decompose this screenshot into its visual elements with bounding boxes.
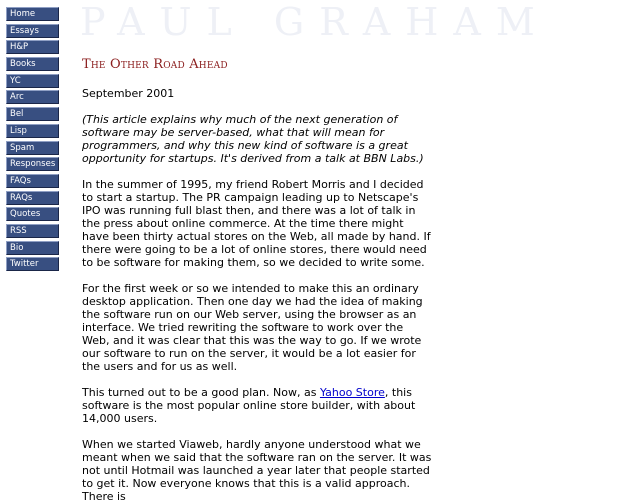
article-paragraph-3 bbox=[82, 386, 434, 425]
article-paragraph-4: When we started Viaweb, hardly anyone understood what we meant when we said that the software ran on the server. It was not until Hotmail was launched a year later that people started to get it. Now everyone knows that this is a valid approach. There is bbox=[82, 438, 432, 503]
nav-responses-button[interactable]: Responses bbox=[6, 157, 59, 171]
nav-lisp-button[interactable]: Lisp bbox=[6, 124, 59, 138]
nav-hackers-painters-button[interactable]: H&P bbox=[6, 40, 59, 54]
nav-faqs-button[interactable]: FAQs bbox=[6, 174, 59, 188]
paragraph-text: This turned out to be a good plan. Now, as bbox=[82, 386, 320, 399]
nav-quotes-button[interactable]: Quotes bbox=[6, 207, 59, 221]
nav-arc-button[interactable]: Arc bbox=[6, 90, 59, 104]
yahoo-store-link[interactable]: Yahoo Store bbox=[319, 386, 385, 399]
article-content bbox=[82, 52, 434, 503]
nav-essays-button[interactable]: Essays bbox=[6, 24, 59, 38]
sidebar-nav bbox=[6, 7, 59, 274]
nav-bel-button[interactable]: Bel bbox=[6, 107, 59, 121]
article-paragraph-2: For the first week or so we intended to make this an ordinary desktop application. Then one day we had the idea of making the software run on our Web server, using the browser as an interface. We tried rewriting the software to work over the Web, and it was clear that this was the way to go. If we wrote our software to run on the server, it would be a lot easier for the users and for us as well. bbox=[82, 282, 423, 373]
nav-books-button[interactable]: Books bbox=[6, 57, 59, 71]
article-intro: (This article explains why much of the next generation of software may be server-based, what that will mean for programmers, and why this new kind of software is a great opportunity for startups. It's derived from a talk at BBN Labs.) bbox=[82, 113, 424, 165]
nav-rss-button[interactable]: RSS bbox=[6, 224, 59, 238]
nav-yc-button[interactable]: YC bbox=[6, 74, 59, 88]
page-title: The Other Road Ahead bbox=[82, 57, 228, 72]
paragraph-text: , this software is the most popular online store builder, with about 14,000 users. bbox=[82, 386, 416, 425]
site-logo: PAUL GRAHAM bbox=[80, 0, 550, 44]
nav-twitter-button[interactable]: Twitter bbox=[6, 257, 59, 271]
article-paragraph-1: In the summer of 1995, my friend Robert Morris and I decided to start a startup. The PR campaign leading up to Netscape's IPO was running full blast then, and there was a lot of talk in the press about online commerce. At the time there might have been thirty actual stores on the Web, all made by hand. If there were going to be a lot of online stores, there would need to be software for making them, so we decided to write some. bbox=[82, 178, 431, 269]
nav-raqs-button[interactable]: RAQs bbox=[6, 191, 59, 205]
nav-bio-button[interactable]: Bio bbox=[6, 241, 59, 255]
nav-spam-button[interactable]: Spam bbox=[6, 141, 59, 155]
article-date: September 2001 bbox=[82, 87, 175, 100]
nav-home-button[interactable]: Home bbox=[6, 7, 59, 21]
